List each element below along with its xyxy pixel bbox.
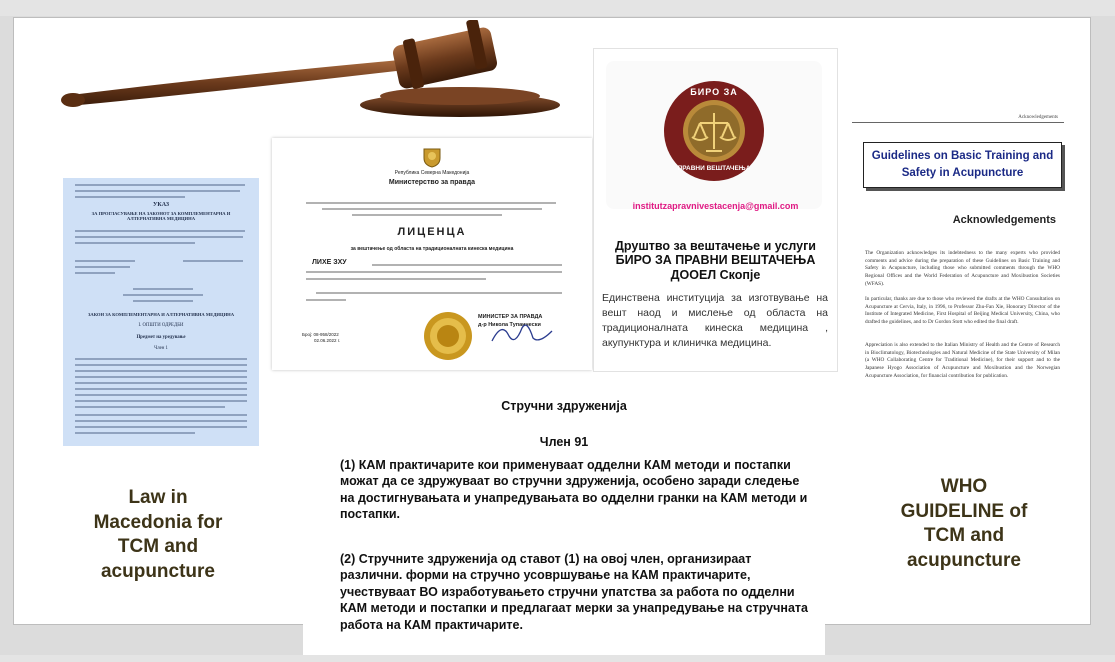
law-label-line-3: TCM and bbox=[117, 536, 199, 558]
who-paragraph-2: In particular, thanks are due to those who reviewed the drafts at the WHO Consultation on Acupuncture at Cervia, Italy, in 1996, to Professor Zhu-Fan Xie, Honorary Director of the Institute of Integrated Medicine, First Hospital of Beijing Medical University, China, who drafted the guidelines, and to Dr Gordon Stott who edited the final draft. bbox=[865, 296, 1060, 326]
biro-seal-bottom: ПРАВНИ ВЕШТАЧЕЊА bbox=[677, 165, 751, 172]
law-doc-section: I. ОПШТИ ОДРЕДБИ bbox=[138, 323, 184, 328]
license-ref: Број: 08-958/2022 bbox=[302, 332, 339, 337]
who-label-line-2: GUIDELINE of bbox=[900, 500, 1028, 522]
guideline-title-line-2: Safety in Acupuncture bbox=[901, 166, 1024, 179]
who-label-line-1: WHO bbox=[940, 476, 988, 497]
top-bar bbox=[0, 0, 1115, 16]
biro-name-line-2: БИРО ЗА ПРАВНИ ВЕШТАЧЕЊА bbox=[615, 253, 816, 268]
biro-name-line-1: Друштво за вештачење и услуги bbox=[615, 239, 816, 253]
article-title: Стручни здруженија bbox=[501, 399, 627, 413]
law-label bbox=[68, 486, 248, 585]
biro-company-name bbox=[600, 239, 831, 282]
biro-email[interactable]: institutzapravnivestacenja@gmail.com bbox=[632, 201, 799, 211]
license-ministry: Министерство за правда bbox=[388, 179, 476, 186]
who-document bbox=[852, 110, 1064, 410]
article-paragraph-1: (1) КАМ практичарите кои применуваат одделни КАМ методи и постапки можат да се здружуваат во стручни здруженија, особено заради следење на достигнувањата и унапредувањата во одделни гранки на КАМ методи и постапки. bbox=[340, 458, 808, 522]
who-paragraph-1: The Organization acknowledges its indebtedness to the many experts who provided comments and advice during the preparation of these Guidelines on Basic Training and Safety in Acupuncture, including those who submitted comments through the WHO Regional Offices and the World Federation of Acupuncture and Moxibustion Societies (WFAS). bbox=[865, 250, 1060, 287]
article-panel bbox=[303, 392, 825, 662]
biro-description: Единствена институција за изготвување на вешт наод и мислење од областа на традиционалната кинеска медицина , акупунктура и клиничка медицина. bbox=[602, 292, 828, 349]
law-document bbox=[63, 178, 259, 446]
gold-seal-icon bbox=[422, 310, 474, 362]
who-paragraph-3: Appreciation is also extended to the Italian Ministry of Health and the Centre of Research in Bioclimatology, Biotechnologies and Natural Medicine of the State University of Milan (a WHO Collaborating Centre for Traditional Medicine), for their support and to the Japanese Hyogo Association of Acupuncture and Moxibustion and the Norwegian Acupuncture Association, for financial contribution for publication. bbox=[865, 342, 1060, 379]
gavel-icon bbox=[55, 20, 565, 120]
license-minister: МИНИСТЕР ЗА ПРАВДА bbox=[478, 314, 543, 320]
license-minister-name: д-р Никола Тупанчески bbox=[478, 322, 541, 328]
law-doc-title: ЗАКОН ЗА КОМПЛЕМЕНТАРНА И АЛТЕРНАТИВНА МЕДИЦИНА bbox=[87, 312, 235, 317]
law-label-line-4: acupuncture bbox=[100, 561, 216, 583]
article-number: Член 91 bbox=[539, 435, 589, 449]
signature-icon bbox=[487, 316, 557, 348]
license-title: ЛИЦЕНЦА bbox=[397, 226, 467, 238]
law-label-line-1: Law in bbox=[128, 487, 188, 508]
bottom-bar bbox=[0, 655, 1115, 662]
license-name: ЛИХЕ ЗХУ bbox=[312, 259, 347, 266]
who-label-line-3: TCM and bbox=[923, 525, 1005, 547]
coat-of-arms-icon bbox=[421, 146, 443, 168]
guideline-title-line-1: Guidelines on Basic Training and bbox=[871, 150, 1054, 162]
law-doc-subject: Предмет на уредување bbox=[136, 335, 186, 340]
who-label-line-4: acupuncture bbox=[906, 550, 1022, 572]
who-label bbox=[870, 475, 1058, 574]
biro-card bbox=[593, 48, 838, 372]
license-subtitle: за вештачење од областа на традиционалната кинеска медицина bbox=[350, 246, 514, 252]
who-header-rule bbox=[852, 122, 1064, 123]
guideline-title-box bbox=[863, 142, 1062, 188]
biro-name-line-3: ДООЕЛ Скопје bbox=[670, 267, 761, 282]
law-doc-subheader: ЗА ПРОГЛАСУВАЊЕ НА ЗАКОНОТ ЗА КОМПЛЕМЕНТАРНА И АЛТЕРНАТИВНА МЕДИЦИНА bbox=[91, 211, 231, 221]
license-document bbox=[272, 138, 592, 370]
law-doc-article: Член 1 bbox=[154, 346, 168, 351]
law-doc-header: УКАЗ bbox=[152, 202, 170, 208]
law-label-line-2: Macedonia for bbox=[93, 511, 223, 533]
who-running-header: Acknowledgements bbox=[1018, 115, 1058, 120]
who-heading: Acknowledgements bbox=[952, 214, 1056, 226]
license-date: 02.06.2022 г. bbox=[314, 338, 341, 343]
biro-seal-top: БИРО ЗА bbox=[690, 87, 738, 97]
license-country: Република Северна Македонија bbox=[394, 170, 470, 176]
article-paragraph-2: (2) Стручните здруженија од ставот (1) на овој член, организираат различни. форми на стручно усовршување на КАМ практичарите, учествуваат ВО изработувањето стручни упатства за работа по одделни КАМ методи и постапки и предлагаат мерки за унапредување на стручната работа на КАМ практичарите. bbox=[340, 552, 808, 632]
